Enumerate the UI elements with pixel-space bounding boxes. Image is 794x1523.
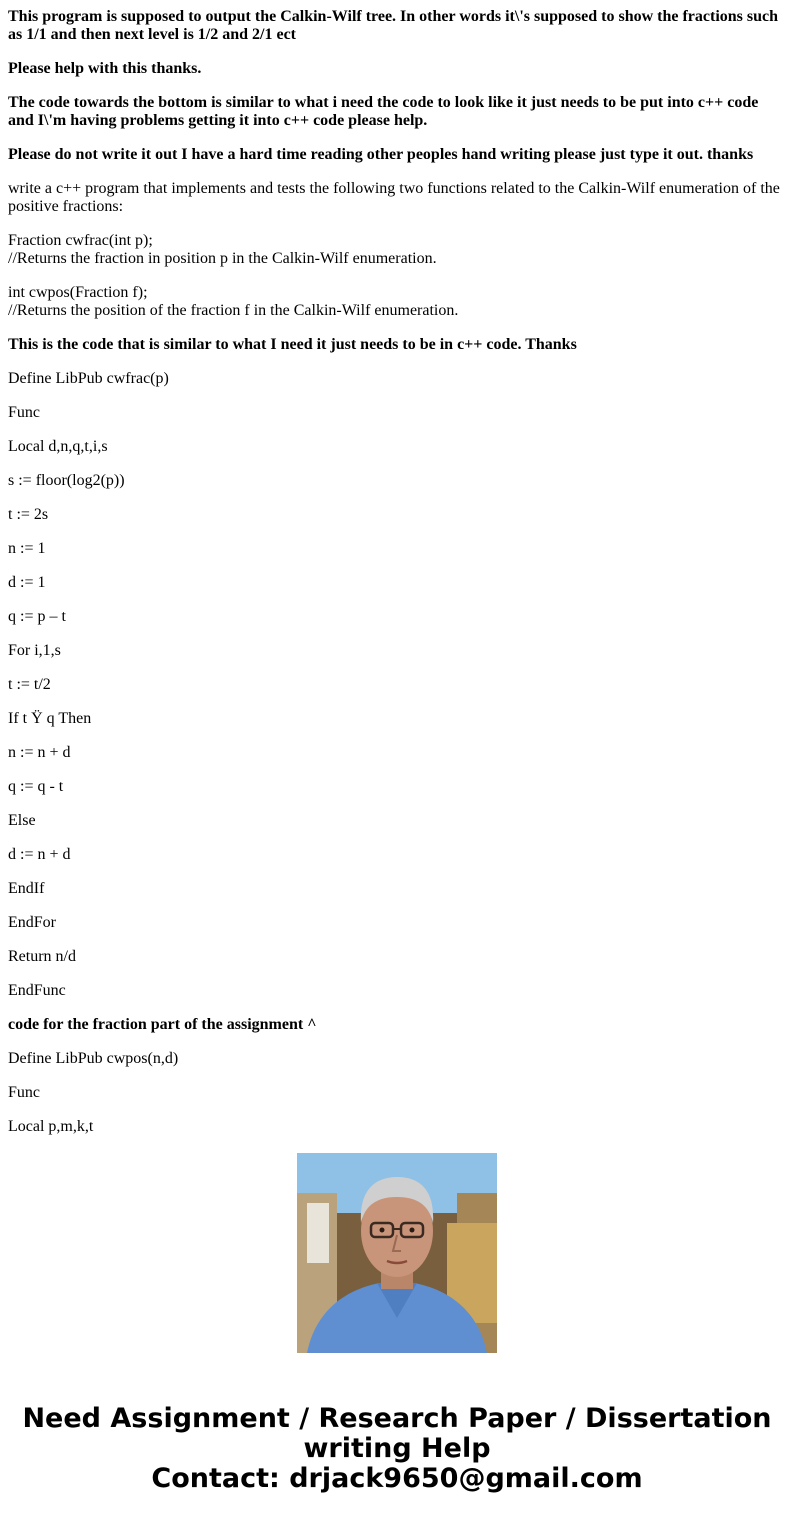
paragraph: Local p,m,k,t xyxy=(8,1118,94,1135)
paragraph: Define LibPub cwfrac(p) xyxy=(8,370,169,387)
paragraph: write a c++ program that implements and tests the following two functions related to the Calkin-Wilf enumeration of the positive fractions: xyxy=(8,180,780,215)
promo-contact: Contact: drjack9650@gmail.com xyxy=(151,1463,643,1494)
bold-paragraph: This is the code that is similar to what I need it just needs to be in c++ code. Thanks xyxy=(8,336,577,353)
paragraph xyxy=(8,232,784,268)
paragraph-line: //Returns the fraction in position p in the Calkin-Wilf enumeration. xyxy=(8,250,437,267)
paragraph: d := n + d xyxy=(8,846,71,863)
paragraph: n := 1 xyxy=(8,540,46,557)
bold-paragraph: code for the fraction part of the assignment ^ xyxy=(8,1016,317,1033)
person-photo-icon xyxy=(297,1153,497,1353)
paragraph: t := 2s xyxy=(8,506,49,523)
paragraph: Define LibPub cwpos(n,d) xyxy=(8,1050,179,1067)
author-avatar xyxy=(297,1153,497,1353)
paragraph: s := floor(log2(p)) xyxy=(8,472,125,489)
paragraph: EndFunc xyxy=(8,982,66,999)
paragraph: Func xyxy=(8,404,40,421)
paragraph: d := 1 xyxy=(8,574,46,591)
paragraph: EndIf xyxy=(8,880,45,897)
paragraph-line: Fraction cwfrac(int p); xyxy=(8,232,153,249)
paragraph: Func xyxy=(8,1084,40,1101)
promo-line-1: Need Assignment / Research Paper / Dissertation xyxy=(22,1403,772,1434)
bold-paragraph: The code towards the bottom is similar to what i need the code to look like it just needs to be put into c++ code and I\'m having problems getting it into c++ code please help. xyxy=(8,94,759,129)
paragraph xyxy=(8,284,784,320)
promo-line-2: writing Help xyxy=(303,1433,491,1464)
paragraph: EndFor xyxy=(8,914,56,931)
paragraph: q := p – t xyxy=(8,608,66,625)
paragraph: n := n + d xyxy=(8,744,71,761)
promo-banner xyxy=(0,1404,794,1494)
paragraph: For i,1,s xyxy=(8,642,61,659)
paragraph: q := q - t xyxy=(8,778,64,795)
question-content xyxy=(8,0,784,1135)
bold-paragraph: Please do not write it out I have a hard time reading other peoples hand writing please just type it out. thanks xyxy=(8,146,754,163)
paragraph: Return n/d xyxy=(8,948,76,965)
paragraph: t := t/2 xyxy=(8,676,51,693)
paragraph: Else xyxy=(8,812,36,829)
paragraph-line: //Returns the position of the fraction f in the Calkin-Wilf enumeration. xyxy=(8,302,459,319)
paragraph: If t Ÿ q Then xyxy=(8,710,92,727)
bold-paragraph: Please help with this thanks. xyxy=(8,60,202,77)
paragraph: Local d,n,q,t,i,s xyxy=(8,438,108,455)
bold-paragraph: This program is supposed to output the Calkin-Wilf tree. In other words it\'s supposed to show the fractions such as 1/1 and then next level is 1/2 and 2/1 ect xyxy=(8,8,779,43)
paragraph-line: int cwpos(Fraction f); xyxy=(8,284,148,301)
